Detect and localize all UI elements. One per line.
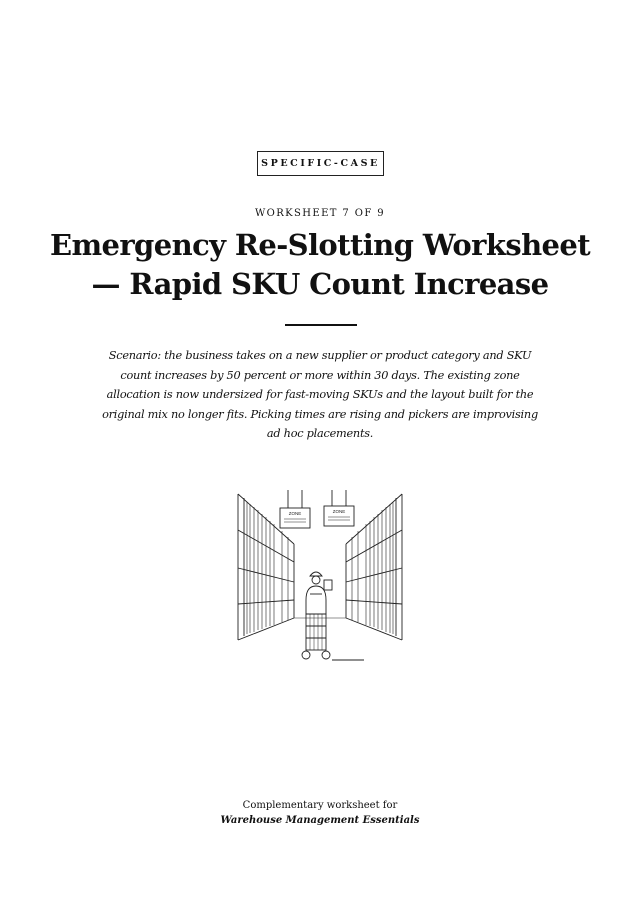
worker-figure [306, 572, 332, 614]
footer-caption: Complementary worksheet for [242, 800, 398, 811]
svg-text:ZONE: ZONE [288, 511, 302, 516]
worksheet-counter: WORKSHEET 7 OF 9 [254, 208, 386, 219]
category-badge: SPECIFIC-CASE [257, 151, 384, 176]
picking-cart [302, 614, 330, 659]
zone-sign-left [280, 490, 310, 528]
page-title [40, 226, 600, 304]
zone-sign-right [324, 490, 354, 526]
warehouse-aisle-illustration [236, 490, 404, 666]
scenario-text: Scenario: the business takes on a new supplier or product category and SKU count increases by 50 percent or more within 30 days. The existing zone allocation is now undersized for fast-moving SKUs and the layout built for the original mix no longer fits. Picking times are rising and pickers are improvising ad hoc placements. [102, 349, 538, 440]
title-line-1: Emergency Re-Slotting Worksheet [49, 228, 591, 262]
svg-text:ZONE: ZONE [332, 509, 346, 514]
title-line-2: — Rapid SKU Count Increase [91, 267, 549, 301]
title-divider [285, 324, 357, 326]
footer-book-title: Warehouse Management Essentials [220, 815, 420, 826]
